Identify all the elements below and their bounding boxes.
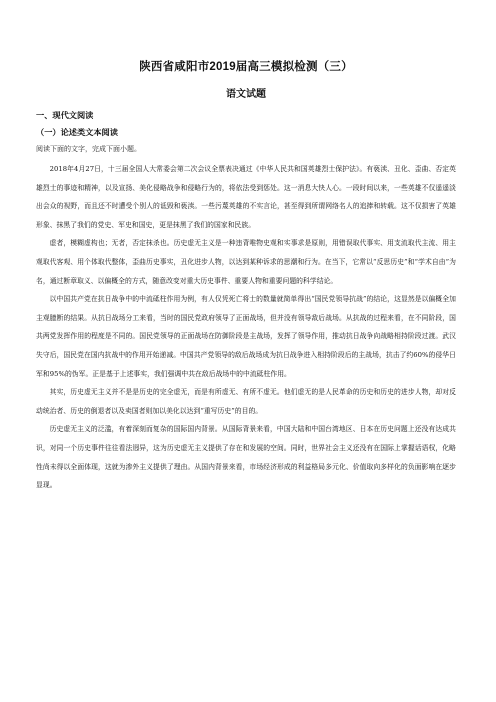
document-title: 陕西省咸阳市2019届高三模拟检测（三）	[139, 61, 353, 73]
subsection-heading: （一）论述类文本阅读	[36, 128, 118, 137]
document-subtitle: 语文试题	[226, 89, 266, 100]
paragraph-2: 虚者，模糊虚构也；无者，否定抹杀也。历史虚无主义是一种违背唯物史观和实事求是原则，用错误取代事实、用支流取代主流、用主观取代客观、用个体取代整体，歪曲历史事实，丑化进步人物，以达到某种诉求的思潮和行为。在当下，它常以“反思历史”和“学术自由”为名，通过断章取义、以偏概全的方式，随意改变对重大历史事件、重要人物和重要问题的科学结论。	[36, 239, 456, 285]
section-heading: 一、现代文阅读	[36, 111, 94, 120]
paragraph-1: 2018年4月27日，十三届全国人大常委会第二次会议全票表决通过《中华人民共和国英雄烈士保护法》。有亵渎、丑化、歪曲、否定英雄烈士的事迹和精神，以及宣扬、美化侵略战争和侵略行为的，将依法受到惩处。这一消息大快人心。一段时间以来，一些英雄不仅遥遥淡出会众的视野，而且还不时遭受个别人的诋毁和亵渎。一些污蔑英雄的不实言论，甚至得到所谓网络名人的追捧和转载。这不仅损害了英雄形象、抹黑了我们的党史、军史和国史，更是抹黑了我们的国家和民族。	[36, 165, 456, 229]
paragraph-3: 以中国共产党在抗日战争中的中流砥柱作用为例，有人仅凭死亡将士的数量就简单得出“国民党领导抗战”的结论，这显然是以偏概全加主观臆断的结果。从抗日战场分工来看，当时的国民党政府领导了正面战场，但并没有领导敌后战场。从抗战的过程来看，在不同阶段，国共两党发挥作用的程度是不同的。国民党领导的正面战场在防御阶段是主战场，发挥了领导作用，推动抗日战争向战略相持阶段过渡。武汉失守后，国民党在国内抗战中的作用开始递减。中国共产党领导的敌后战场成为抗日战争进入相持阶段后的主战场，抗击了约60%的侵华日军和95%的伪军。正是基于上述事实，我们强调中共在敌后战场中的中流砥柱作用。	[36, 295, 456, 378]
reading-instruction: 阅读下面的文字，完成下面小题。	[36, 145, 141, 153]
paragraph-4: 其实，历史虚无主义并不是是历史的完全虚无，而是有所虚无、有所不虚无。他们虚无的是人民革命的历史和历史的进步人物，却对反动统治者、历史的倒退者以及卖国者则加以美化以达到“重写历史”的目的。	[36, 388, 456, 415]
paragraph-5: 历史虚无主义的泛滥，有着深刻而复杂的国际国内背景。从国际背景来看，中国大陆和中国台湾地区、日本在历史问题上还没有达成共识，对同一个历史事件往往看法迥异，这为历史虚无主义提供了存在和发展的空间。同时，世界社会主义还没有在国际上掌握话语权，化略性尚未得以全面体现，这就为渗外主义提供了理由。从国内背景来看，市场经济形成的利益格局多元化、价值取向多样化的负面影响在逐步显现。	[36, 425, 456, 490]
